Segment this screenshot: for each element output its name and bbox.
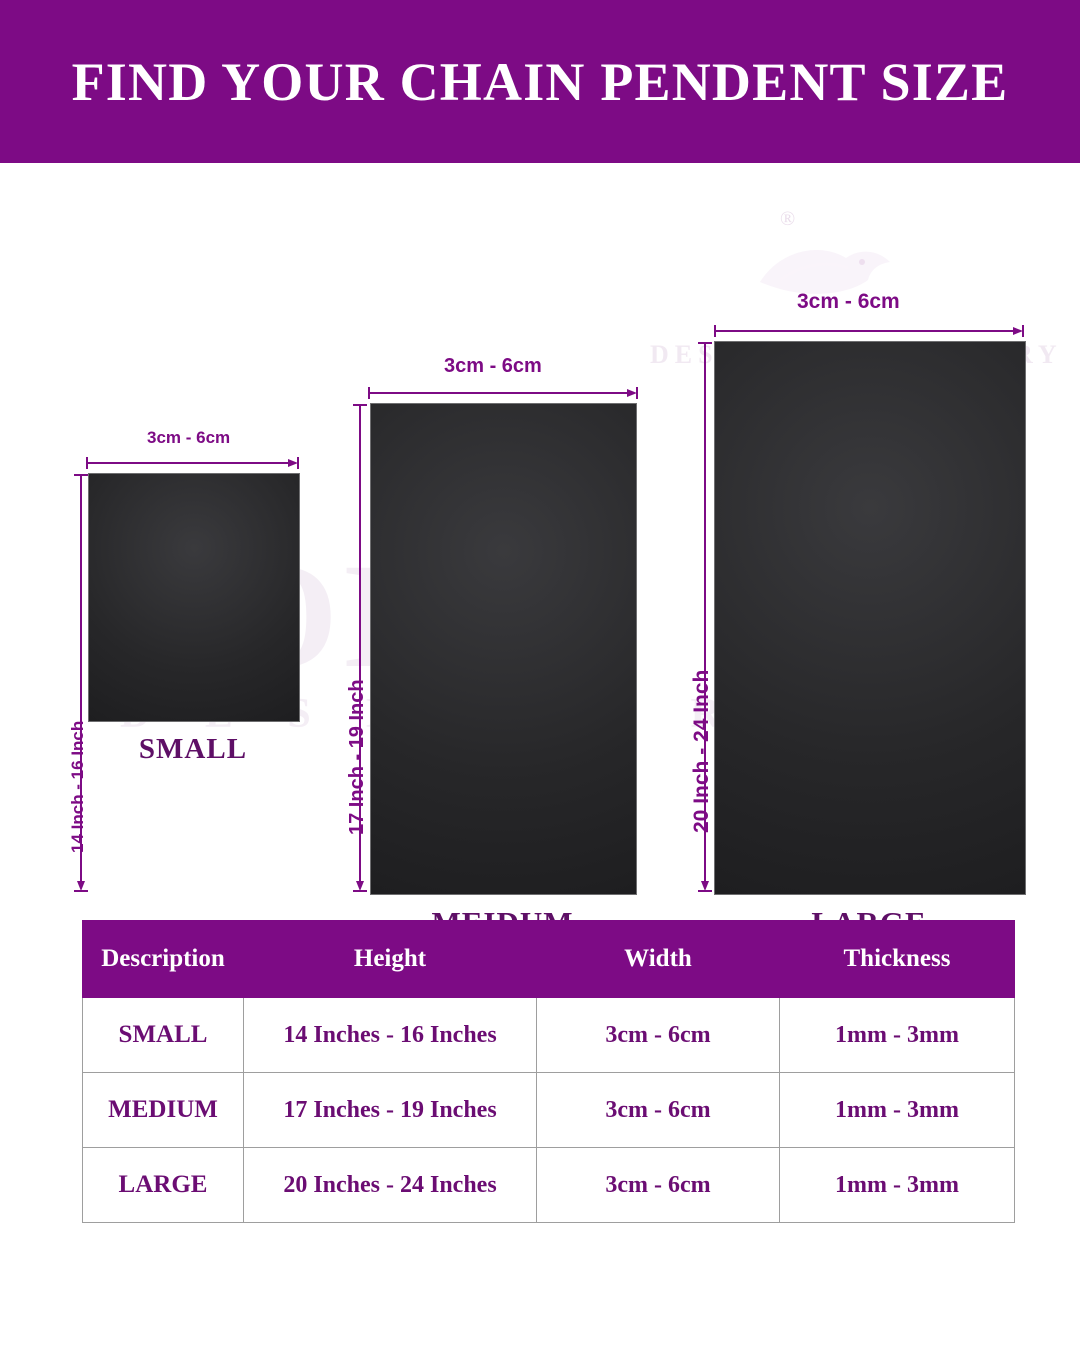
medium-width-label: 3cm - 6cm [444,355,542,377]
registered-mark: ® [780,208,796,230]
table-header-height: Height [244,921,537,998]
row-medium-description: MEDIUM [83,1073,244,1148]
size-chart-table-wrapper [82,920,1002,1223]
table-row [83,998,1015,1073]
watermark-subtitle: S [287,691,333,737]
row-small-width: 3cm - 6cm [537,998,780,1073]
table-header-row [83,921,1015,998]
row-small-height: 14 Inches - 16 Inches [244,998,537,1073]
medium-height-label: 17 Inch - 19 Inch [346,679,368,835]
size-diagrams [0,163,1080,883]
small-necklace-photo [88,473,300,722]
page-title: FIND YOUR CHAIN PENDENT SIZE [71,51,1009,112]
small-height-label: 14 Inch - 16 Inch [68,720,87,853]
large-height-label: 20 Inch - 24 Inch [690,669,713,833]
large-width-label: 3cm - 6cm [797,290,900,313]
table-header-thickness: Thickness [780,921,1015,998]
row-large-width: 3cm - 6cm [537,1148,780,1223]
size-chart-table [82,920,1015,1223]
small-caption: SMALL [138,733,248,765]
row-medium-height: 17 Inches - 19 Inches [244,1073,537,1148]
large-necklace-photo [714,341,1026,895]
table-row [83,1073,1015,1148]
row-medium-width: 3cm - 6cm [537,1073,780,1148]
small-width-label: 3cm - 6cm [147,428,231,447]
row-large-description: LARGE [83,1148,244,1223]
small-width-arrow [85,455,300,469]
table-header-description: Description [83,921,244,998]
row-large-height: 20 Inches - 24 Inches [244,1148,537,1223]
row-medium-thickness: 1mm - 3mm [780,1073,1015,1148]
medium-necklace-photo [370,403,637,895]
table-header-width: Width [537,921,780,998]
row-small-description: SMALL [83,998,244,1073]
page-header [0,0,1080,163]
row-small-thickness: 1mm - 3mm [780,998,1015,1073]
large-width-arrow [713,323,1025,337]
medium-width-arrow [367,385,639,399]
table-row [83,1148,1015,1223]
row-large-thickness: 1mm - 3mm [780,1148,1015,1223]
